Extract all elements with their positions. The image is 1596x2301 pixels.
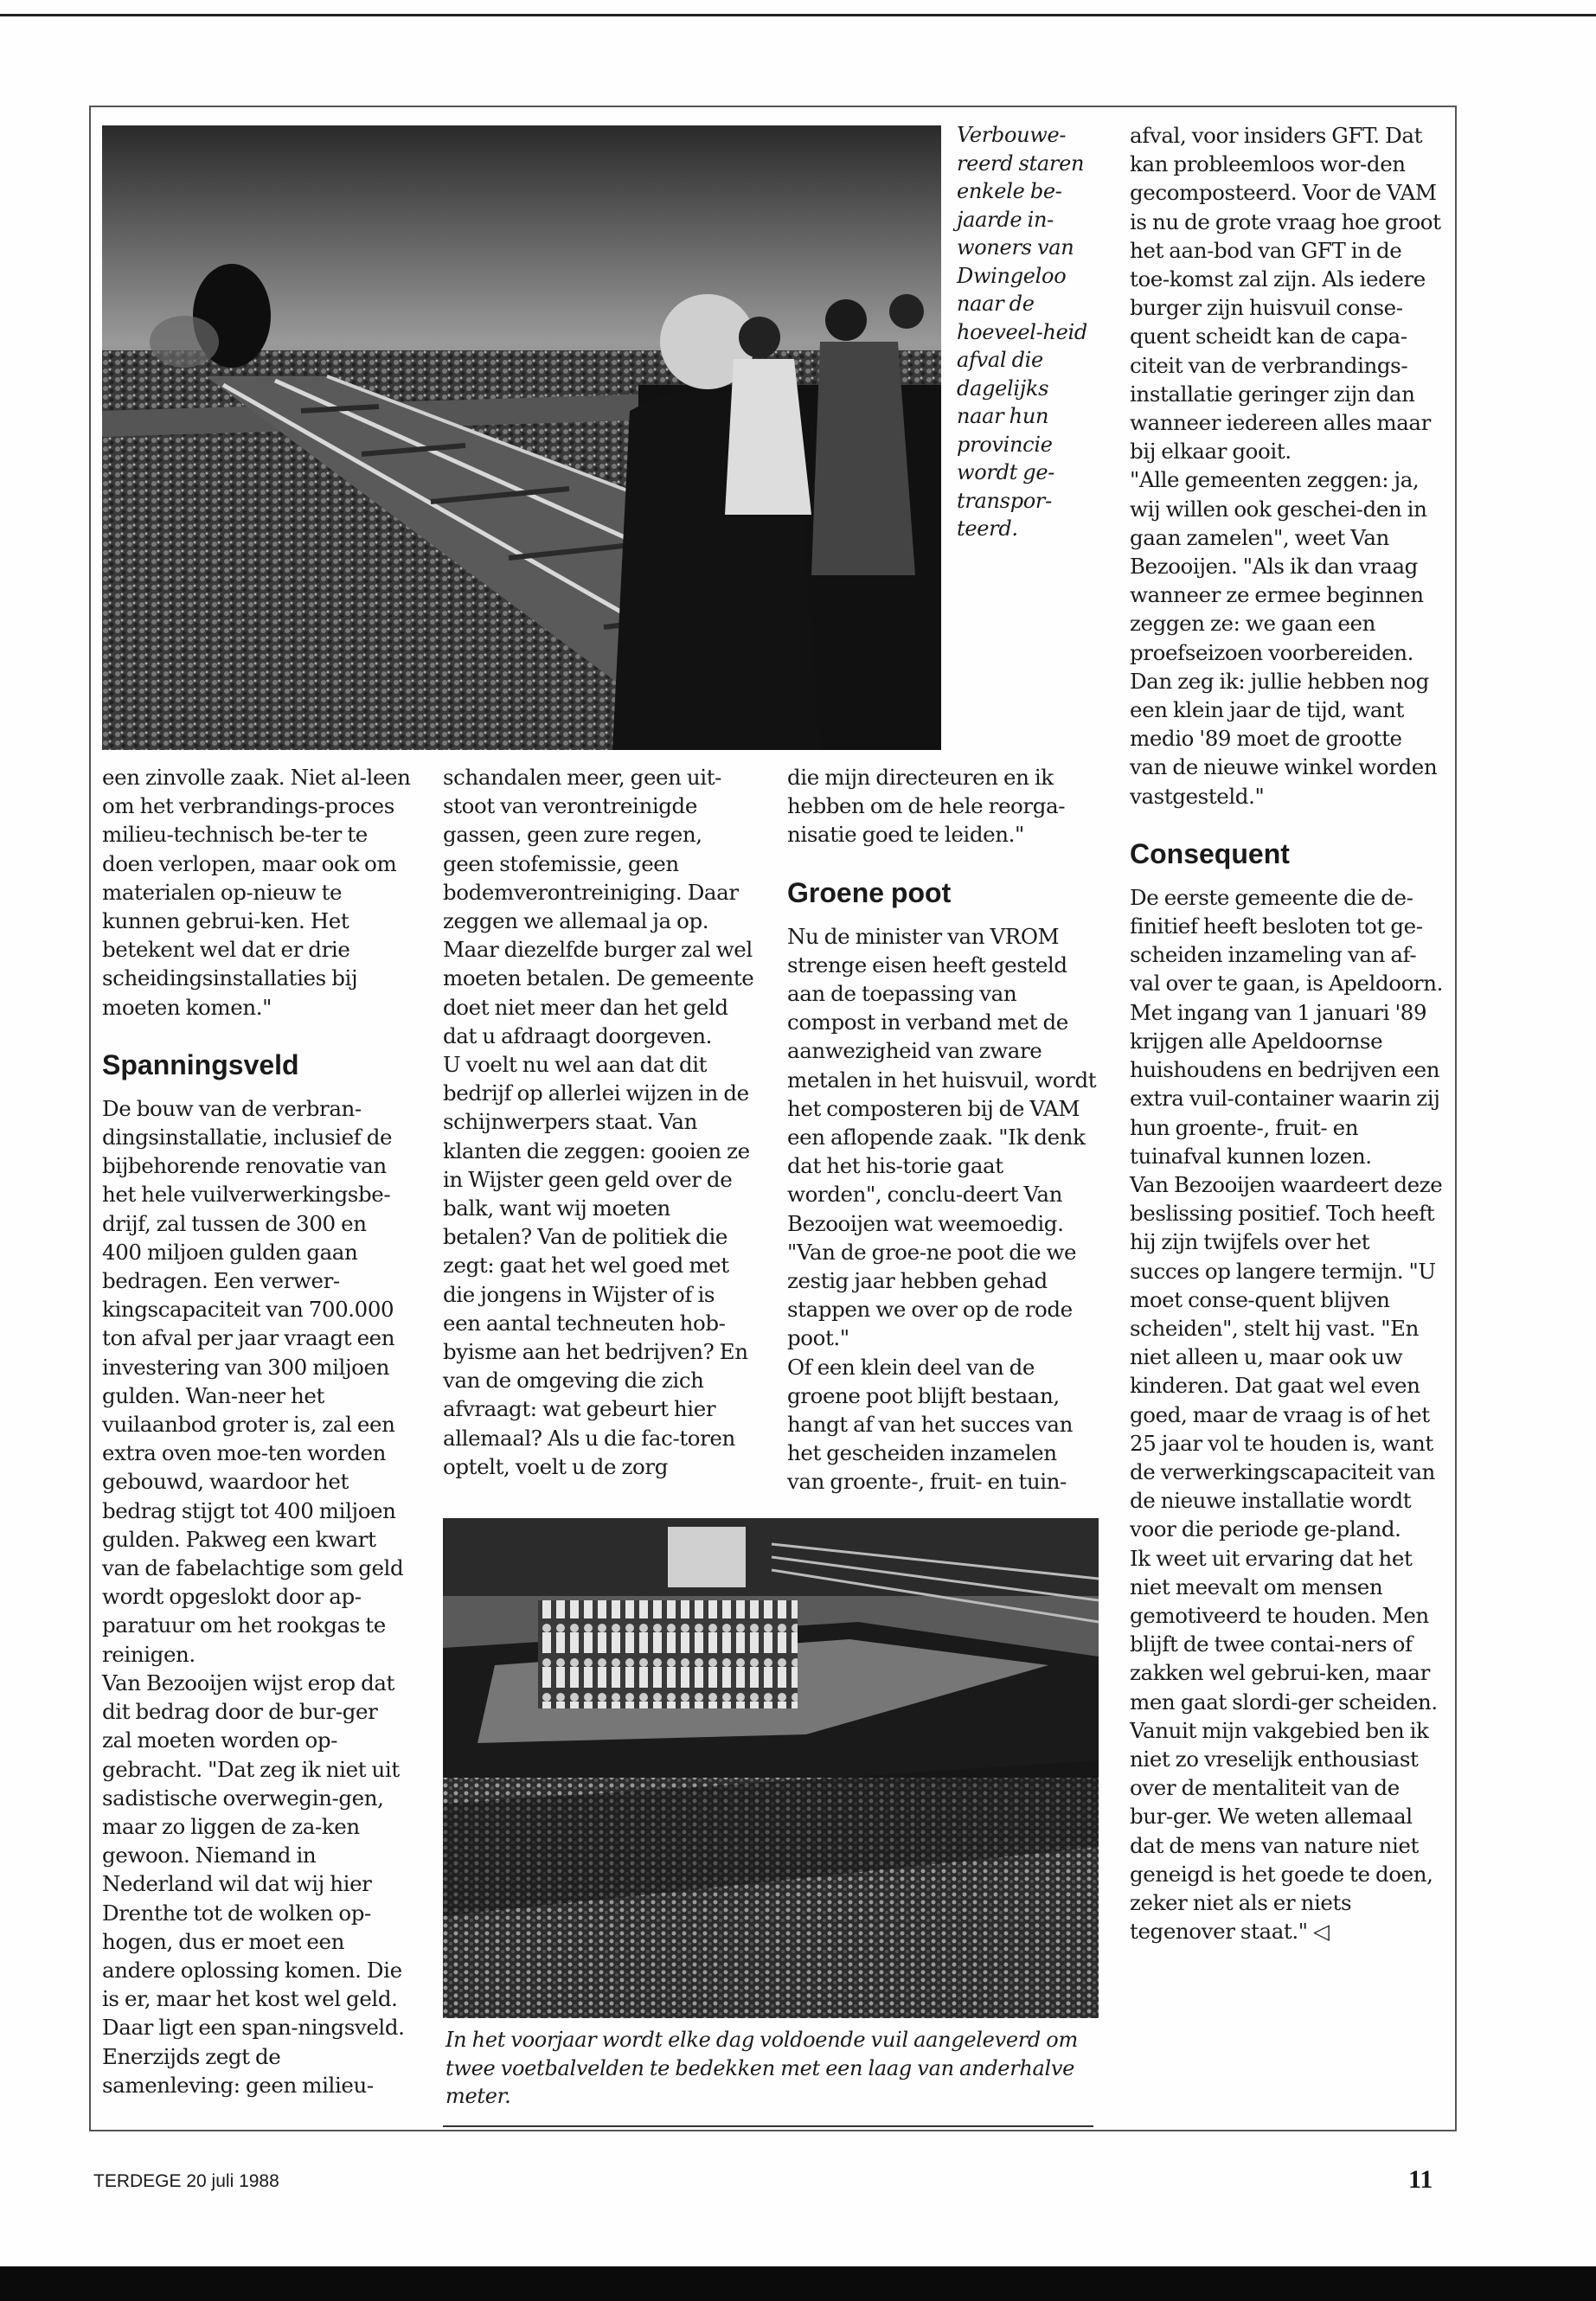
col3-paragraph-2: Nu de minister van VROM strenge eisen heeft gesteld aan de toepassing van compost in verband met de aanwezigheid van zware metalen in het huisvuil, wordt het composteren bij de VAM een aflopende zaak. "Ik denk dat het his-torie gaat worden", conclu-deert Van Bezooijen wat weemoedig. "Van de groe-ne poot die we zestig jaar hebben gehad stappen we over op de rode poot.": [787, 923, 1097, 1351]
column-3: [787, 763, 1099, 1497]
heading-consequent: Consequent: [1130, 837, 1290, 869]
column-1: [102, 763, 411, 2099]
heading-groene-poot: Groene poot: [787, 876, 952, 908]
col1-paragraph-2: De bouw van de verbran-dingsinstallatie, inclusief de bijbehorende renovatie van het hele vuilverwerkingsbe-drijf, zal tussen de 300 en 400 miljoen gulden gaan bedragen. Een verwer-kingscapaciteit van 700.000 ton afval per jaar vraagt een investering van 300 miljoen gulden. Wan-neer het vuilaanbod groter is, zal een extra oven moe-ten worden gebouwd, waardoor het bedrag stijgt tot 400 miljoen gulden. Pakweg een kwart van de fabelachtige som geld wordt opgeslokt door ap-paratuur om het rookgas te reinigen.: [102, 1095, 404, 1667]
column-4: [1130, 121, 1443, 1945]
photo-group-on-bunker: [443, 1518, 1099, 2018]
footer-date: 20 juli 1988: [186, 2171, 279, 2191]
col4-paragraph-5: Ik weet uit ervaring dat het niet meevalt om mensen gemotiveerd te houden. Men blijft de twee contai-ners of zakken wel gebrui-ken, maar men gaat slordi-ger scheiden. Vanuit mijn vakgebied ben ik niet zo vreselijk enthousiast over de mentaliteit van de bur-ger. We weten allemaal dat de mens van nature niet geneigd is het goede te doen, zeker niet als er niets tegenover staat." ◁: [1130, 1545, 1438, 1945]
col1-paragraph-1: een zinvolle zaak. Niet al-leen om het verbrandings-proces milieu-technisch be-ter te doen verlopen, maar ook om materialen op-nieuw te kunnen gebrui-ken. Het betekent wel dat er drie scheidingsinstallaties bij moeten komen.": [102, 765, 411, 1020]
footer-magazine: TERDEGE: [93, 2171, 182, 2191]
col4-paragraph-1: afval, voor insiders GFT. Dat kan probleemloos wor-den gecomposteerd. Voor de VAM is nu de grote vraag hoe groot het aan-bod van GFT in de toe-komst zal zijn. Als iedere burger zijn huisvuil conse-quent scheidt kan de capa-citeit van de verbrandings-installatie geringer zijn dan wanneer iedereen alles maar bij elkaar gooit.: [1130, 123, 1441, 465]
column-2: [443, 763, 754, 1481]
col2-paragraph-2: U voelt nu wel aan dat dit bedrijf op allerlei wijzen in de schijnwerpers staat. Van klanten die zeggen: gooien ze in Wijster geen geld over de balk, want wij moeten betalen? Van de politiek die zegt: gaat het wel goed met die jongens in Wijster of is een aantal techneuten hob-byisme aan het bedrijven? En van de omgeving die zich afvraagt: wat gebeurt hier allemaal? Als u die fac-toren optelt, voelt u de zorg: [443, 1052, 750, 1479]
top-photo-caption: Verbouwe-reerd staren enkele be-jaarde in-woners van Dwingeloo naar de hoeveel-heid afval die dagelijks naar hun provincie wordt ge-transpor-teerd.: [957, 123, 1087, 541]
bottom-photo-caption: In het voorjaar wordt elke dag voldoende vuil aangeleverd om twee voetbalvelden te bedekken met een laag van anderhalve meter.: [445, 2028, 1078, 2108]
col2-paragraph-1: schandalen meer, geen uit-stoot van verontreinigde gassen, geen zure regen, geen stofemissie, geen bodemverontreiniging. Daar zeggen we allemaal ja op. Maar diezelfde burger zal wel moeten betalen. De gemeente doet niet meer dan het geld dat u afdraagt doorgeven.: [443, 765, 754, 1048]
col4-paragraph-4: Van Bezooijen waardeert deze beslissing positief. Toch heeft hij zijn twijfels over het succes op langere termijn. "U moet conse-quent blijven scheiden", stelt hij vast. "En niet alleen u, maar ook uw kinderen. Dat gaat wel even goed, maar de vraag is of het 25 jaar vol te houden is, want de verwerkingscapaciteit van de nieuwe installatie wordt voor die periode ge-pland.: [1130, 1171, 1443, 1542]
heading-spanningsveld: Spanningsveld: [102, 1048, 299, 1080]
top-rule: [0, 14, 1596, 16]
footer-issue: [93, 2171, 279, 2192]
col4-paragraph-3: De eerste gemeente die de-finitief heeft besloten tot ge-scheiden inzameling van af-val over te gaan, is Apeldoorn. Met ingang van 1 januari '89 krijgen alle Apeldoornse huishoudens en bedrijven een extra vuil-container waarin zij hun groente-, fruit- en tuinafval kunnen lozen.: [1130, 884, 1444, 1169]
col4-paragraph-2: "Alle gemeenten zeggen: ja, wij willen ook geschei-den in gaan zamelen", weet Van Bezooijen. "Als ik dan vraag wanneer ze ermee beginnen zeggen ze: we gaan een proefseizoen voorbereiden. Dan zeg ik: jullie hebben nog een klein jaar de tijd, want medio '89 moet de grootte van de nieuwe winkel worden vastgesteld.": [1130, 467, 1438, 809]
page-number: 11: [1408, 2165, 1433, 2194]
col3-paragraph-3: Of een klein deel van de groene poot blijft bestaan, hangt af van het succes van het gescheiden inzamelen van groente-, fruit- en tuin-: [787, 1354, 1073, 1495]
col1-paragraph-3: Van Bezooijen wijst erop dat dit bedrag door de bur-ger zal moeten worden op-gebracht. "Dat zeg ik niet uit sadistische overwegin-gen, maar zo liggen de za-ken gewoon. Niemand in Nederland wil dat wij hier Drenthe tot de wolken op-hogen, dus er moet een andere oplossing komen. Die is er, maar het kost wel geld. Daar ligt een span-ningsveld. Enerzijds zegt de samenleving: geen milieu-: [102, 1670, 405, 2098]
bottom-bar: [0, 2266, 1596, 2301]
photo-railway-waste: [102, 125, 941, 750]
col3-paragraph-1: die mijn directeuren en ik hebben om de hele reorga-nisatie goed te leiden.": [787, 765, 1066, 848]
caption-underline: [443, 2125, 1093, 2127]
